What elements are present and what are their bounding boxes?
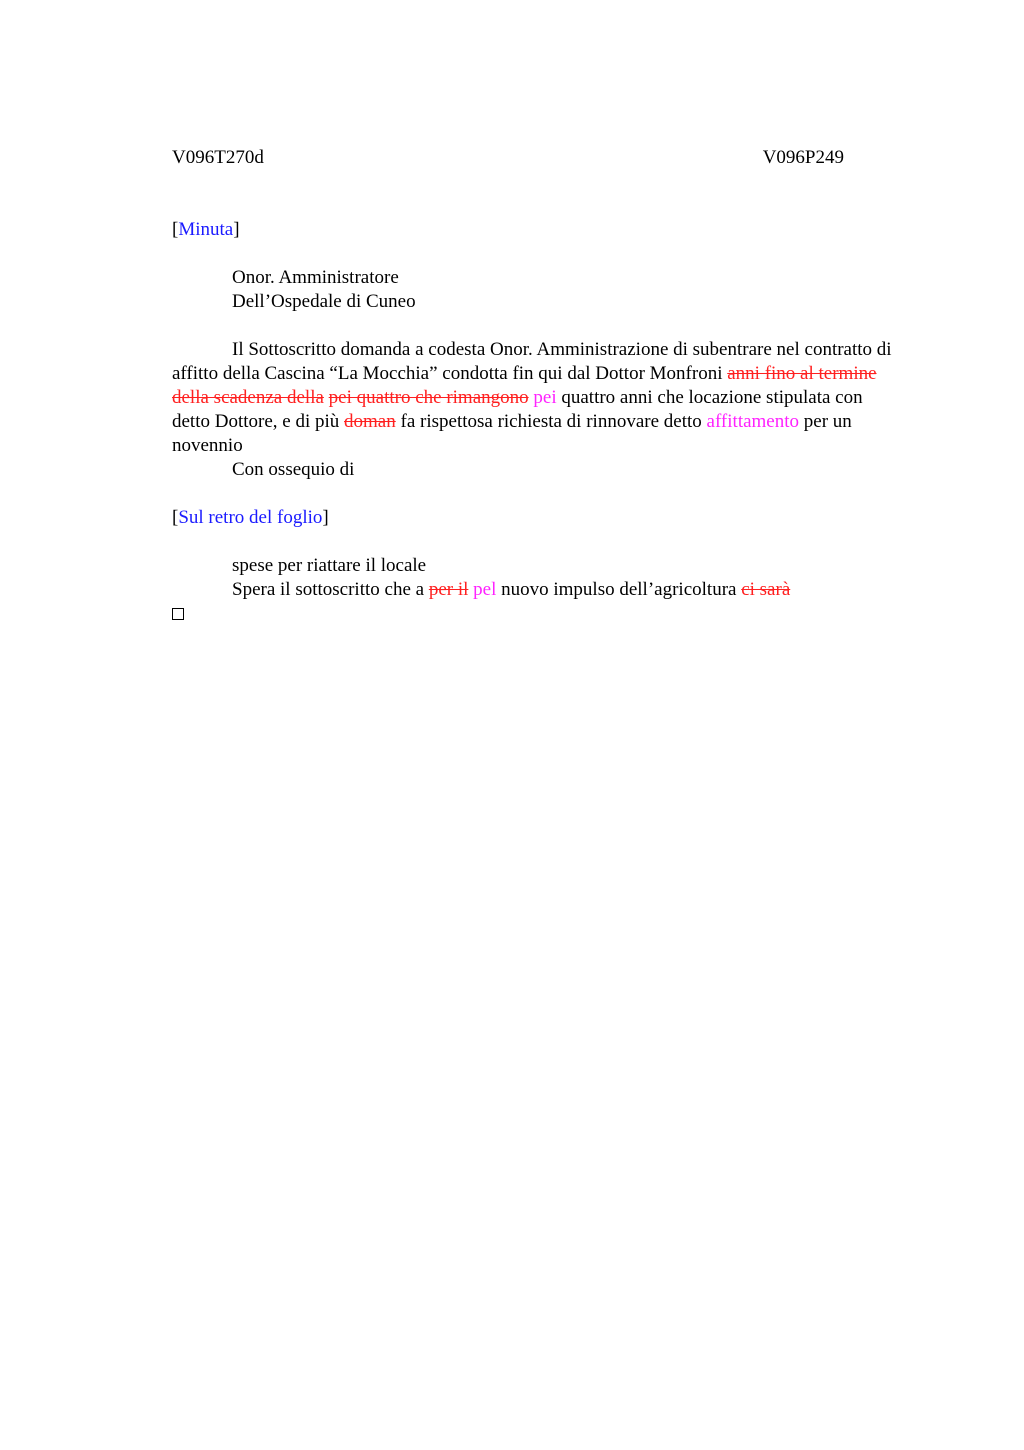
inserted-text: affittamento (706, 411, 800, 432)
closing-line: Con ossequio di (232, 459, 355, 480)
document-code-left: V096T270d (172, 147, 264, 168)
body-paragraph: Il Sottoscritto domanda a codesta Onor. Amministrazione di subentrare nel contratto di affitto della Cascina “La Mocchia” condotta fin qui dal Dottor Monfroni anni fino al termine della scadenza della pei quattro che rimangono pei quattro anni che locazione stipulata con detto Dottore, e di più doman fa rispettosa richiesta di rinnovare detto affittamento per un novennio (172, 339, 892, 456)
deleted-text: doman (344, 411, 396, 432)
address-line-1: Onor. Amministratore (232, 267, 399, 288)
retro-line-1: spese per riattare il locale (232, 555, 427, 576)
editorial-note-retro: [Sul retro del foglio] (172, 507, 329, 528)
address-line-2: Dell’Ospedale di Cuneo (232, 291, 416, 312)
editorial-note-minuta: [Minuta] (172, 219, 240, 240)
inserted-text: pei (533, 387, 557, 408)
inserted-text: pel (473, 579, 497, 600)
deleted-text: pei quattro che rimangono (328, 387, 529, 408)
editorial-note-label: Sul retro del foglio (178, 507, 323, 528)
deleted-text: anni fino al termine della scadenza della (172, 363, 877, 408)
document-header (172, 146, 844, 170)
deleted-text: per il (428, 579, 469, 600)
document-code-right: V096P249 (762, 147, 844, 168)
editorial-note-label: Minuta (178, 219, 234, 240)
document-page (172, 146, 902, 627)
retro-line-2: Spera il sottoscritto che a per il pel nuovo impulso dell’agricoltura ci sarà (232, 579, 791, 600)
deleted-text: ci sarà (741, 579, 791, 600)
checkbox-square-icon (172, 608, 184, 620)
